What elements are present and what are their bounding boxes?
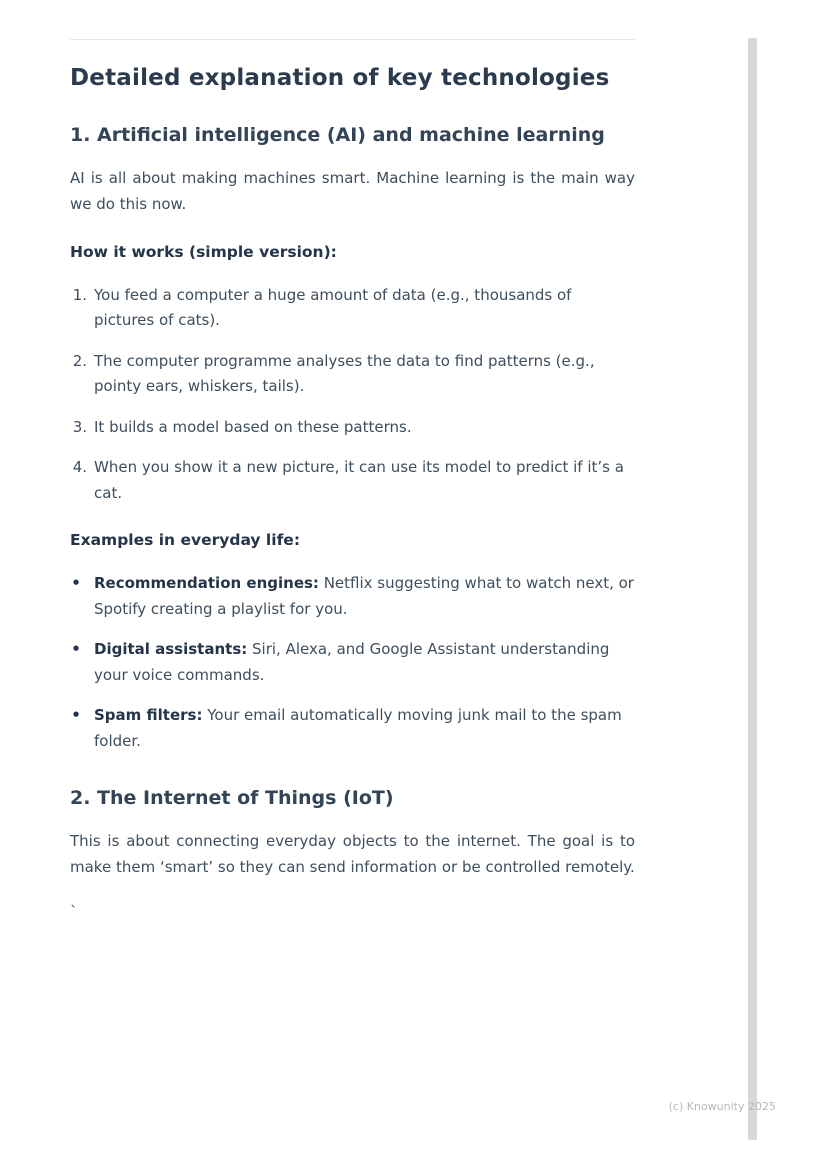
examples-list (70, 571, 635, 754)
list-item-text (94, 571, 635, 622)
list-number: 3. (72, 417, 87, 436)
list-item-text (94, 703, 635, 754)
list-item (70, 571, 635, 622)
list-item-text: It builds a model based on these patterns. (94, 417, 412, 436)
bullet-icon (70, 637, 82, 663)
page-title: Detailed explanation of key technologies (70, 65, 610, 91)
example-lead: Recommendation engines: (94, 574, 319, 592)
section-1-intro: AI is all about making machines smart. Machine learning is the main way we do this now. (70, 169, 635, 214)
how-it-works-list (70, 283, 635, 507)
example-text: Siri, Alexa, and Google Assistant understanding your voice commands. (94, 640, 610, 684)
example-lead: Digital assistants: (94, 640, 248, 658)
example-text: Netflix suggesting what to watch next, or Spotify creating a playlist for you. (94, 574, 634, 618)
list-number: 2. (72, 351, 87, 370)
list-item (70, 283, 635, 334)
scrollbar[interactable] (748, 38, 757, 1140)
bullet-icon (70, 703, 82, 729)
subheading-how-it-works: How it works (simple version): (70, 242, 337, 261)
section-2-intro: This is about connecting everyday objects to the internet. The goal is to make them ‘smart’ so they can send information or be controlled remotely. (70, 832, 635, 877)
bullet-icon (70, 571, 82, 597)
example-lead: Spam filters: (94, 706, 203, 724)
stray-character: ` (70, 902, 78, 921)
list-item-text: When you show it a new picture, it can use its model to predict if it’s a cat. (94, 458, 624, 502)
list-number: 4. (72, 458, 87, 476)
document-content (70, 39, 635, 921)
example-text: Your email automatically moving junk mail to the spam folder. (94, 706, 622, 750)
list-item-text (94, 637, 635, 688)
list-item (70, 703, 635, 754)
section-1-heading: 1. Artificial intelligence (AI) and machine learning (70, 124, 605, 146)
subheading-examples: Examples in everyday life: (70, 531, 301, 549)
section-2-heading: 2. The Internet of Things (IoT) (70, 787, 394, 809)
list-item-text: You feed a computer a huge amount of data (e.g., thousands of pictures of cats). (94, 285, 572, 329)
top-divider (70, 39, 635, 40)
list-number: 1. (72, 285, 87, 304)
list-item (70, 415, 635, 441)
list-item (70, 637, 635, 688)
list-item (70, 455, 635, 506)
footer-credit: (c) Knowunity 2025 (668, 1100, 776, 1113)
list-item-text: The computer programme analyses the data to find patterns (e.g., pointy ears, whiskers, tails). (94, 351, 595, 395)
list-item (70, 349, 635, 400)
